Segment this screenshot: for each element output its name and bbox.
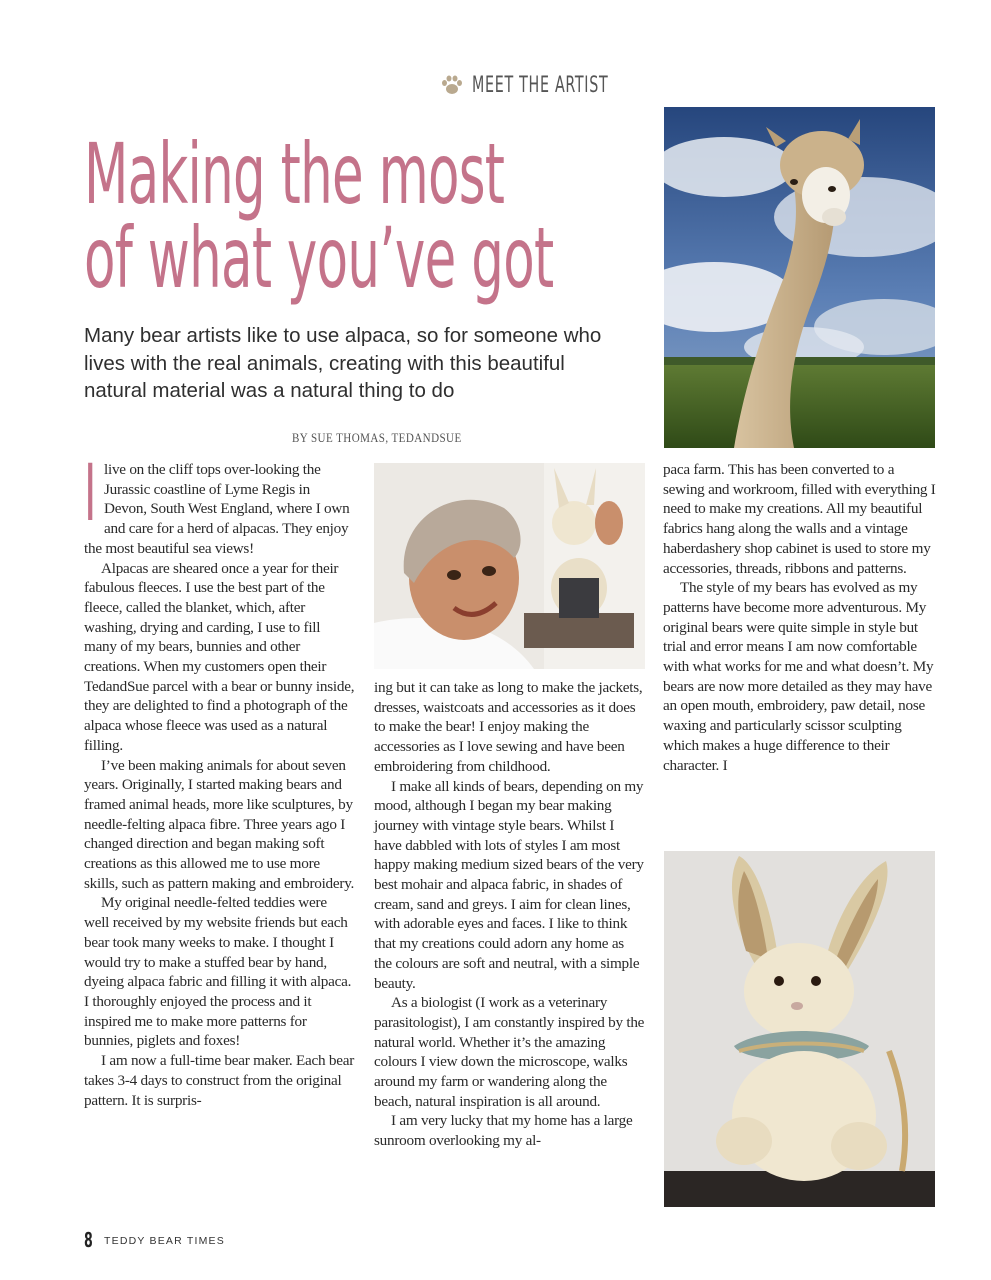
paragraph: I am now a full-time bear maker. Each bear takes 3-4 days to construct from the original pattern. It is surpris-: [84, 1052, 355, 1109]
headline-line-1: Making the most: [84, 125, 505, 223]
body-column-1: [84, 449, 355, 1110]
paw-icon: [440, 74, 464, 96]
headline-line-2: of what you’ve got: [84, 209, 554, 307]
paragraph-text: live on the cliff tops over-looking the Jurassic coastline of Lyme Regis in Devon, South West England, where I own and care for a herd of alpacas. They enjoy the most beautiful sea views!: [84, 461, 350, 557]
magazine-name: TEDDY BEAR TIMES: [104, 1235, 225, 1247]
paragraph: As a biologist (I work as a veterinary parasitologist), I am constantly inspired by the natural world. Whether it’s the amazing colours I view down the microscope, walks around my farm or wandering along the beach, natural inspiration is all around.: [374, 994, 645, 1110]
paragraph: My original needle-felted teddies were well received by my website friends but each bear took many weeks to make. I thought I would try to make a stuffed bear by hand, dyeing alpaca fabric and filling it with alpaca. I thoroughly enjoyed the process and it inspired me to make more patterns for bunnies, piglets and foxes!: [84, 894, 352, 1050]
paragraph: I am very lucky that my home has a large sunroom overlooking my al-: [374, 1112, 633, 1150]
standfirst: Many bear artists like to use alpaca, so for someone who lives with the real animals, creating with this beautiful natural material was a natural thing to do: [84, 324, 602, 402]
byline: BY SUE THOMAS, TEDANDSUE: [292, 430, 462, 445]
paragraph: I’ve been making animals for about seven years. Originally, I started making bears and framed animal heads, more like sculptures, by needle-felting alpaca fibre. Three years ago I changed direction and began making soft creations as this allowed me to use more skills, such as pattern making and embroidery.: [84, 756, 355, 892]
bunny-photo: [664, 851, 935, 1207]
paragraph: ing but it can take as long to make the jackets, dresses, waistcoats and accessories as it does to make the bear! I enjoy making the accessories as I love sewing and have been embroidering from childhood.: [374, 679, 643, 775]
paragraph: Alpacas are sheared once a year for their fabulous fleeces. I use the best part of the fleece, called the blanket, which, after washing, drying and carding, I use to fill many of my bears, bunnies and other creations. When my customers open their TedandSue parcel with a bear or bunny inside, they are delighted to find a photograph of the alpaca whose fleece was used as a natural filling.: [84, 559, 355, 754]
paragraph: paca farm. This has been converted to a sewing and workroom, filled with everything I need to make my creations. All my beautiful fabrics hang along the walls and a vintage haberdashery shop cabinet is used to store my accessories, threads, ribbons and patterns.: [663, 461, 936, 577]
paragraph: [84, 449, 355, 559]
alpaca-photo: [664, 107, 935, 448]
body-column-3: [663, 460, 938, 775]
paragraph: I make all kinds of bears, depending on my mood, although I began my bear making journey with vintage style bears. Whilst I have dabbled with lots of styles I am most happy making medium sized bears of the very best mohair and alpaca fabric, in shades of cream, sand and greys. I aim for clean lines, with adorable eyes and faces. I like to think that my creations could adorn any home as the colours are soft and neutral, with a simple beauty.: [374, 777, 644, 992]
headline: [84, 125, 644, 307]
artist-photo: [374, 463, 645, 669]
drop-cap: I: [84, 449, 97, 539]
section-tag: [440, 70, 661, 100]
paragraph: The style of my bears has evolved as my patterns have become more adventurous. My original bears were quite simple in style but trial and error means I am now comfortable with what works for me and what doesn’t. My bears are now more detailed as they may have an open mouth, embroidery, paw detail, nose waxing and particularly scissor sculpting which makes a huge difference to their character. I: [663, 579, 934, 774]
section-label: MEET THE ARTIST: [472, 72, 609, 98]
body-column-2: [374, 678, 645, 1151]
page-number: 8: [84, 1228, 93, 1252]
